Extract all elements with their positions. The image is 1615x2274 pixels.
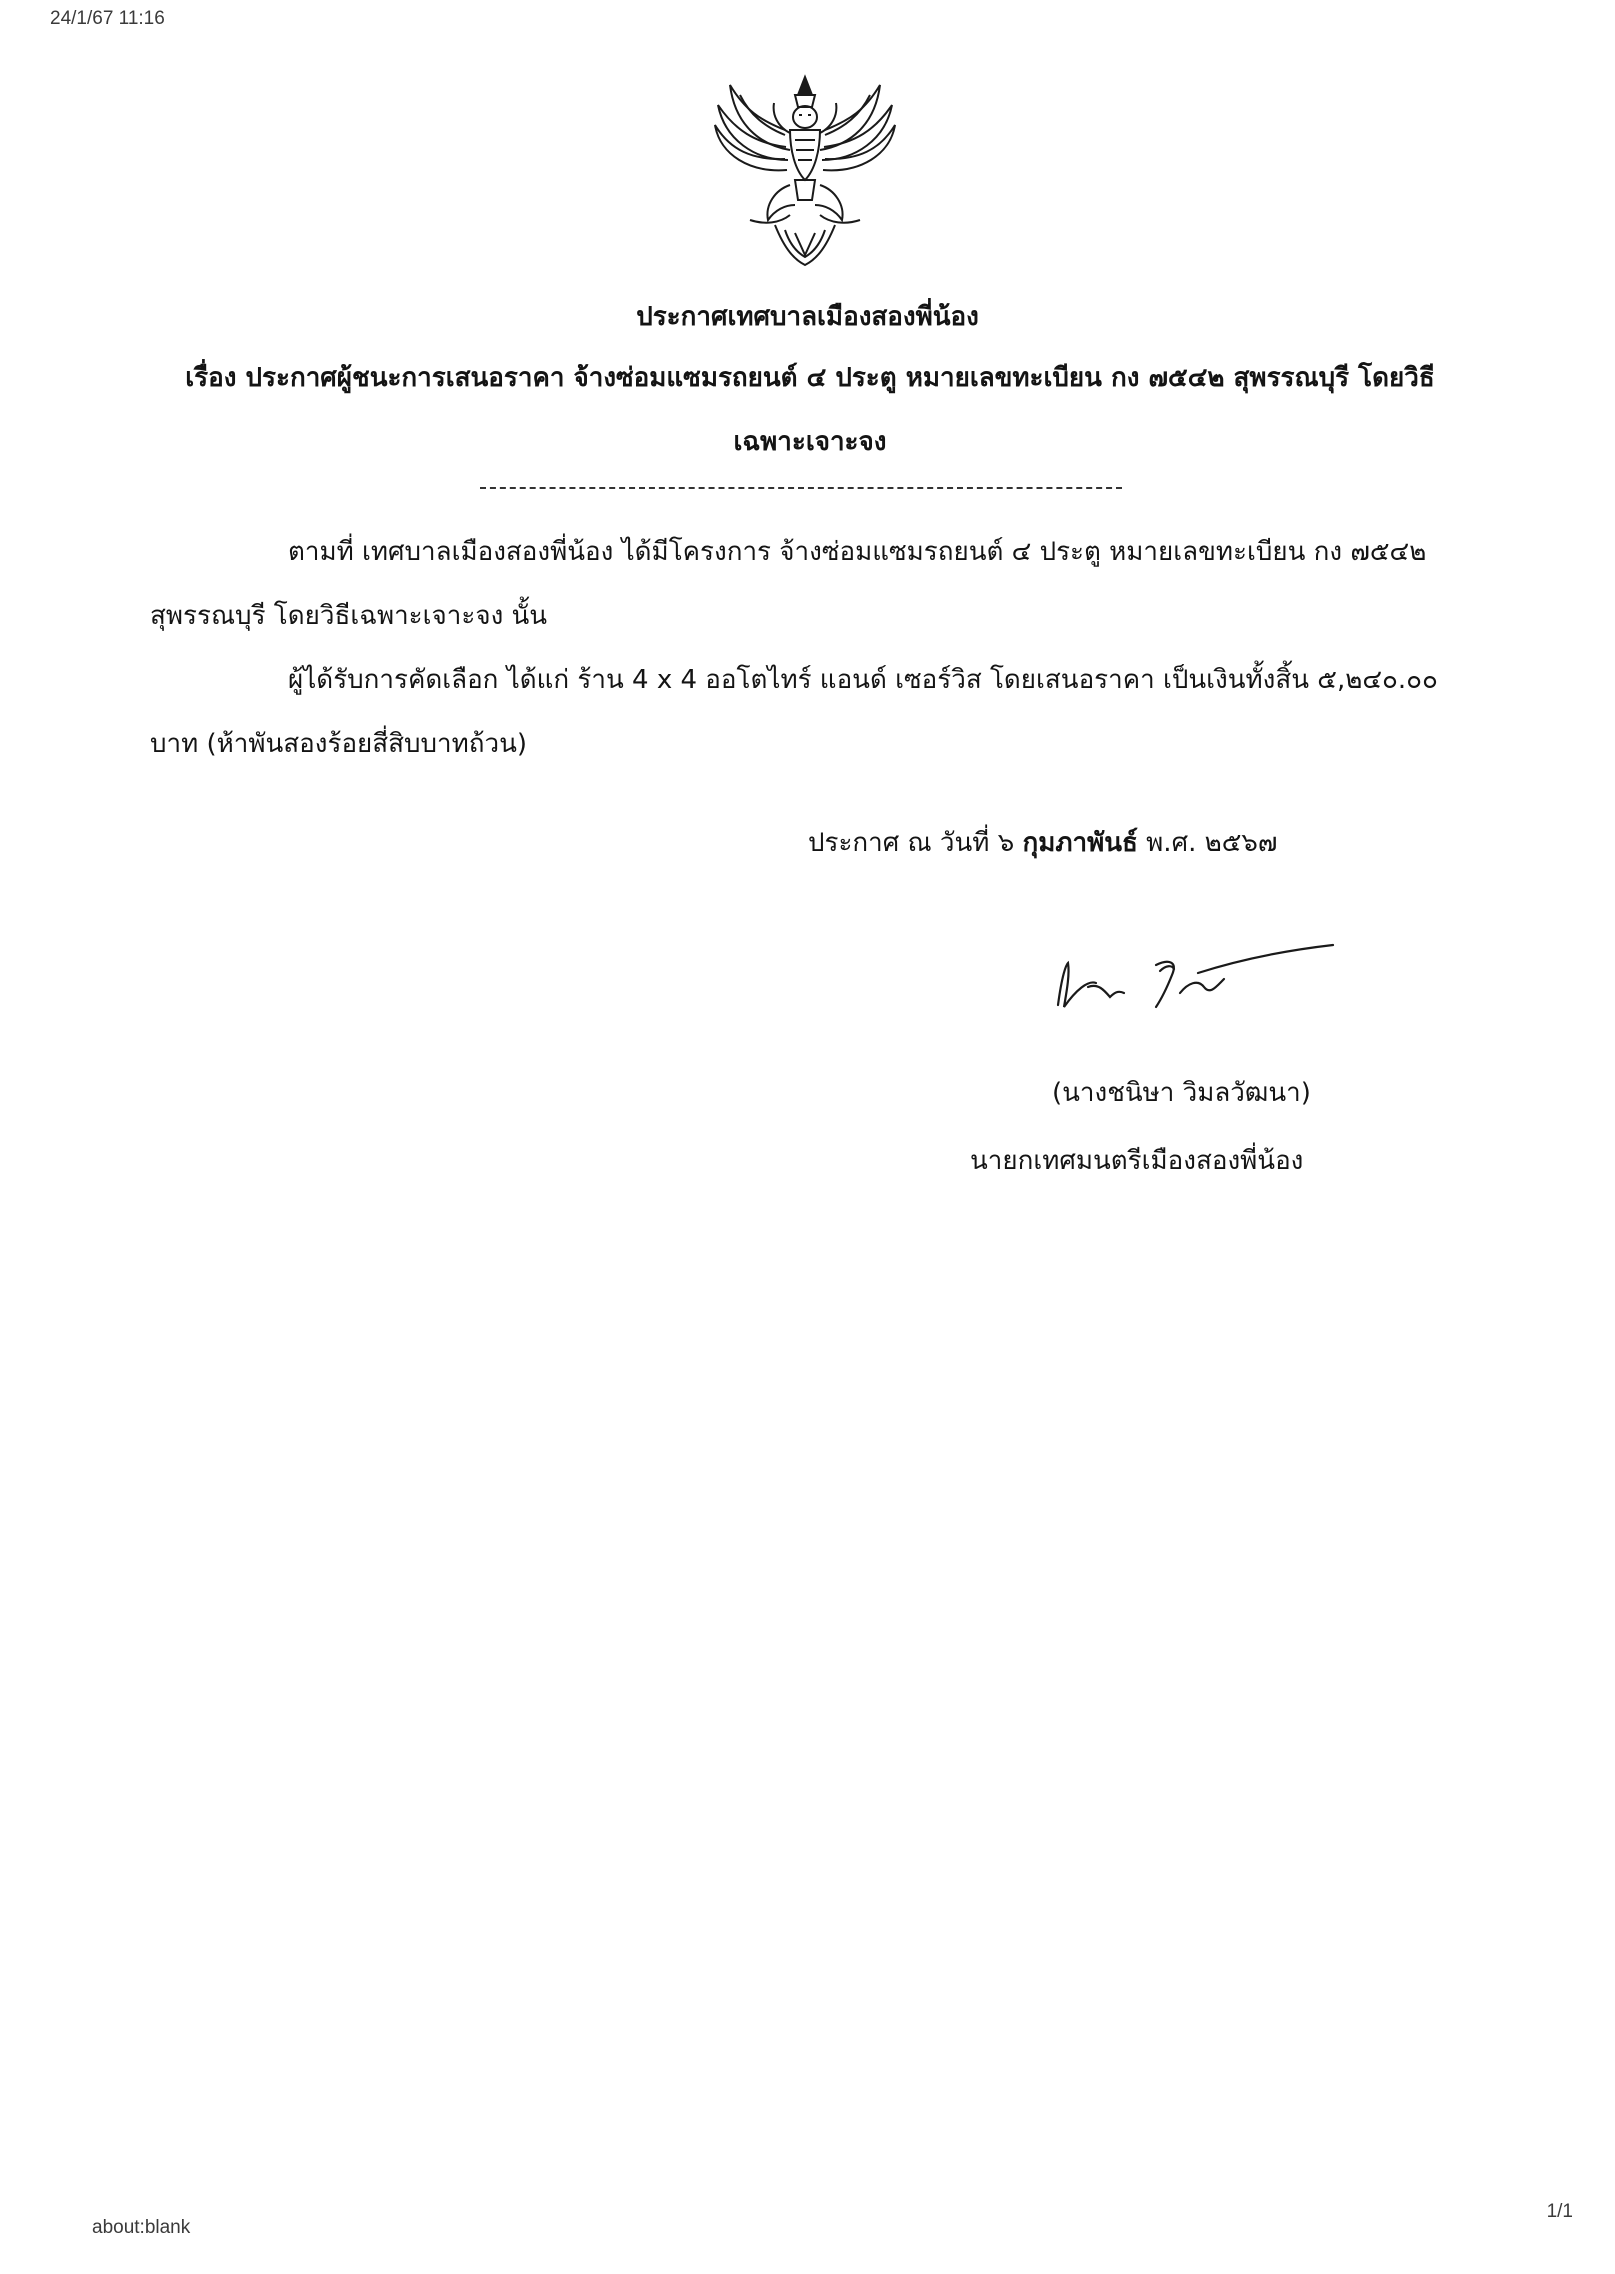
garuda-emblem-icon (690, 55, 920, 285)
subject-text: ประกาศผู้ชนะการเสนอราคา จ้างซ่อมแซมรถยนต์ ๔ ประตู หมายเลขทะเบียน กง ๗๕๔๒ สุพรรณบุรี โดยวิธีเฉพาะเจาะจง (245, 363, 1435, 457)
announce-year: พ.ศ. ๒๕๖๗ (1146, 828, 1278, 858)
announce-day: ๖ (997, 828, 1015, 858)
body-paragraph-2: ผู้ได้รับการคัดเลือก ได้แก่ ร้าน 4 x 4 ออโตไทร์ แอนด์ เซอร์วิส โดยเสนอราคา เป็นเงินทั้งสิ้น ๕,๒๔๐.๐๐ บาท (ห้าพันสองร้อยสี่สิบบาทถ้วน) (150, 665, 1438, 759)
divider (480, 487, 1122, 489)
handwritten-signature (1048, 935, 1338, 1020)
document-subject (160, 346, 1460, 474)
subject-label: เรื่อง (185, 363, 237, 393)
signer-name: (นางชนิษา วิมลวัฒนา) (1052, 1078, 1311, 1108)
print-url: about:blank (92, 2217, 191, 2238)
document-title: ประกาศเทศบาลเมืองสองพี่น้อง (636, 302, 979, 332)
body-paragraph-1: ตามที่ เทศบาลเมืองสองพี่น้อง ได้มีโครงการ จ้างซ่อมแซมรถยนต์ ๔ ประตู หมายเลขทะเบียน กง ๗๕๔๒ สุพรรณบุรี โดยวิธีเฉพาะเจาะจง นั้น (150, 537, 1427, 631)
announce-prefix: ประกาศ ณ วันที่ (808, 828, 990, 858)
signer-title: นายกเทศมนตรีเมืองสองพี่น้อง (970, 1146, 1304, 1176)
announcement-date (808, 822, 1277, 863)
print-datetime: 24/1/67 11:16 (50, 8, 165, 29)
print-page-count: 1/1 (1546, 2201, 1573, 2222)
announce-month: กุมภาพันธ์ (1022, 828, 1138, 858)
